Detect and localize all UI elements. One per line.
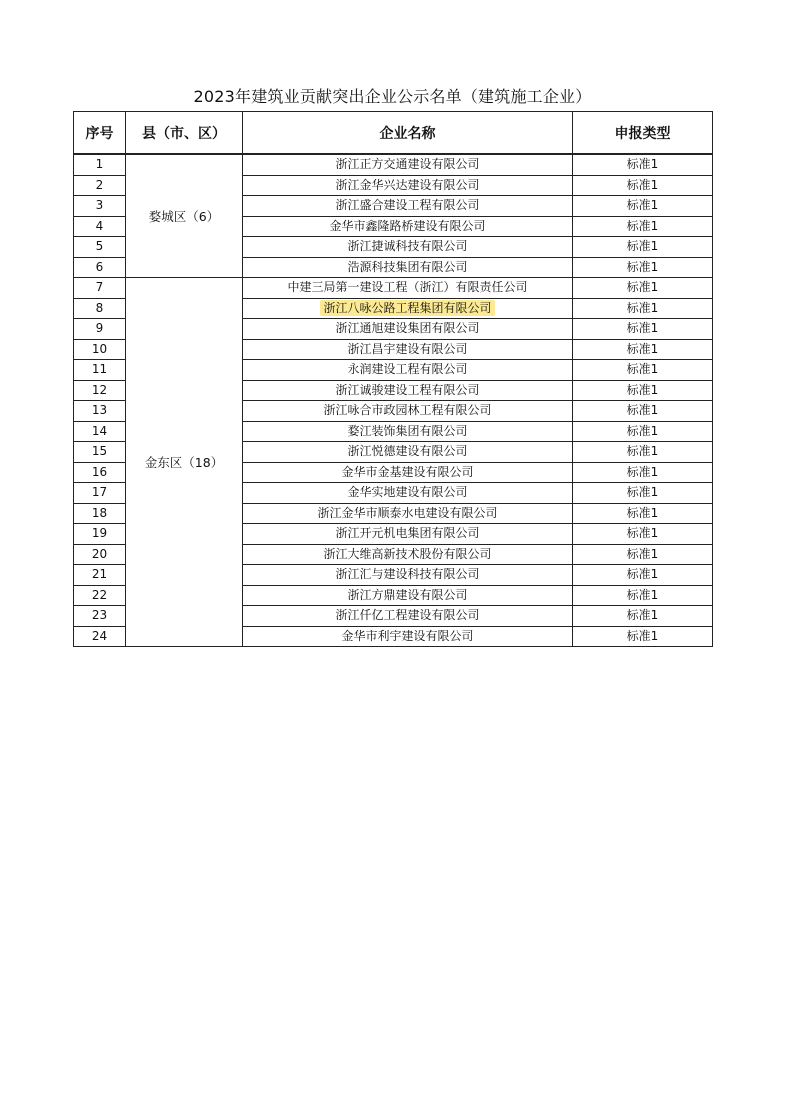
cell-company-name: 浙江诚骏建设工程有限公司 xyxy=(243,380,573,401)
table-row xyxy=(74,154,713,175)
cell-application-type: 标准1 xyxy=(573,360,713,381)
cell-serial-number: 11 xyxy=(74,360,126,381)
cell-application-type: 标准1 xyxy=(573,421,713,442)
cell-application-type: 标准1 xyxy=(573,278,713,299)
cell-serial-number: 6 xyxy=(74,257,126,278)
header-county: 县（市、区） xyxy=(126,112,243,155)
cell-company-name: 金华市鑫隆路桥建设有限公司 xyxy=(243,216,573,237)
cell-serial-number: 19 xyxy=(74,524,126,545)
cell-company-name: 浙江咏合市政园林工程有限公司 xyxy=(243,401,573,422)
cell-serial-number: 18 xyxy=(74,503,126,524)
cell-company-name: 浙江仟亿工程建设有限公司 xyxy=(243,606,573,627)
cell-serial-number: 2 xyxy=(74,175,126,196)
cell-application-type: 标准1 xyxy=(573,626,713,647)
header-serial-number: 序号 xyxy=(74,112,126,155)
cell-serial-number: 16 xyxy=(74,462,126,483)
cell-company-name: 浙江金华市顺泰水电建设有限公司 xyxy=(243,503,573,524)
cell-company-name: 浙江捷诚科技有限公司 xyxy=(243,237,573,258)
cell-company-name: 婺江装饰集团有限公司 xyxy=(243,421,573,442)
cell-application-type: 标准1 xyxy=(573,462,713,483)
document-title: 2023年建筑业贡献突出企业公示名单（建筑施工企业） xyxy=(193,87,592,106)
cell-serial-number: 12 xyxy=(74,380,126,401)
highlighted-company-name: 浙江八咏公路工程集团有限公司 xyxy=(320,300,494,316)
cell-application-type: 标准1 xyxy=(573,196,713,217)
cell-serial-number: 5 xyxy=(74,237,126,258)
cell-company-name: 浙江正方交通建设有限公司 xyxy=(243,154,573,175)
cell-company-name: 浙江方鼎建设有限公司 xyxy=(243,585,573,606)
cell-application-type: 标准1 xyxy=(573,442,713,463)
cell-serial-number: 22 xyxy=(74,585,126,606)
cell-company-name: 浙江盛合建设工程有限公司 xyxy=(243,196,573,217)
cell-application-type: 标准1 xyxy=(573,216,713,237)
cell-application-type: 标准1 xyxy=(573,606,713,627)
cell-application-type: 标准1 xyxy=(573,237,713,258)
cell-serial-number: 8 xyxy=(74,298,126,319)
cell-serial-number: 15 xyxy=(74,442,126,463)
cell-serial-number: 4 xyxy=(74,216,126,237)
cell-company-name: 金华市金基建设有限公司 xyxy=(243,462,573,483)
cell-application-type: 标准1 xyxy=(573,154,713,175)
cell-serial-number: 7 xyxy=(74,278,126,299)
cell-application-type: 标准1 xyxy=(573,524,713,545)
cell-company-name: 永润建设工程有限公司 xyxy=(243,360,573,381)
cell-serial-number: 23 xyxy=(74,606,126,627)
cell-application-type: 标准1 xyxy=(573,401,713,422)
cell-serial-number: 20 xyxy=(74,544,126,565)
cell-application-type: 标准1 xyxy=(573,298,713,319)
cell-application-type: 标准1 xyxy=(573,175,713,196)
cell-serial-number: 1 xyxy=(74,154,126,175)
cell-serial-number: 21 xyxy=(74,565,126,586)
cell-company-name: 浙江汇与建设科技有限公司 xyxy=(243,565,573,586)
group-wucheng xyxy=(74,154,713,278)
cell-county: 金东区（18） xyxy=(126,278,243,647)
cell-company-name: 浙江昌宇建设有限公司 xyxy=(243,339,573,360)
cell-company-name: 浙江悦德建设有限公司 xyxy=(243,442,573,463)
cell-application-type: 标准1 xyxy=(573,319,713,340)
cell-application-type: 标准1 xyxy=(573,585,713,606)
cell-serial-number: 24 xyxy=(74,626,126,647)
cell-serial-number: 13 xyxy=(74,401,126,422)
cell-application-type: 标准1 xyxy=(573,503,713,524)
cell-serial-number: 10 xyxy=(74,339,126,360)
cell-company-name: 金华实地建设有限公司 xyxy=(243,483,573,504)
cell-company-name: 浙江大维高新技术股份有限公司 xyxy=(243,544,573,565)
cell-company-name: 金华市利宇建设有限公司 xyxy=(243,626,573,647)
header-company-name: 企业名称 xyxy=(243,112,573,155)
cell-serial-number: 3 xyxy=(74,196,126,217)
header-application-type: 申报类型 xyxy=(573,112,713,155)
cell-application-type: 标准1 xyxy=(573,483,713,504)
group-jindong xyxy=(74,278,713,647)
cell-company-name: 浙江开元机电集团有限公司 xyxy=(243,524,573,545)
cell-application-type: 标准1 xyxy=(573,380,713,401)
cell-application-type: 标准1 xyxy=(573,544,713,565)
cell-company-name: 浩源科技集团有限公司 xyxy=(243,257,573,278)
cell-serial-number: 14 xyxy=(74,421,126,442)
cell-application-type: 标准1 xyxy=(573,565,713,586)
table-header-row xyxy=(74,112,713,155)
table-row xyxy=(74,278,713,299)
company-list-table xyxy=(73,111,713,647)
cell-serial-number: 17 xyxy=(74,483,126,504)
cell-company-name: 浙江金华兴达建设有限公司 xyxy=(243,175,573,196)
cell-company-name: 中建三局第一建设工程（浙江）有限责任公司 xyxy=(243,278,573,299)
cell-application-type: 标准1 xyxy=(573,257,713,278)
cell-serial-number: 9 xyxy=(74,319,126,340)
cell-company-name xyxy=(243,298,573,319)
cell-application-type: 标准1 xyxy=(573,339,713,360)
cell-county: 婺城区（6） xyxy=(126,154,243,278)
cell-company-name: 浙江通旭建设集团有限公司 xyxy=(243,319,573,340)
